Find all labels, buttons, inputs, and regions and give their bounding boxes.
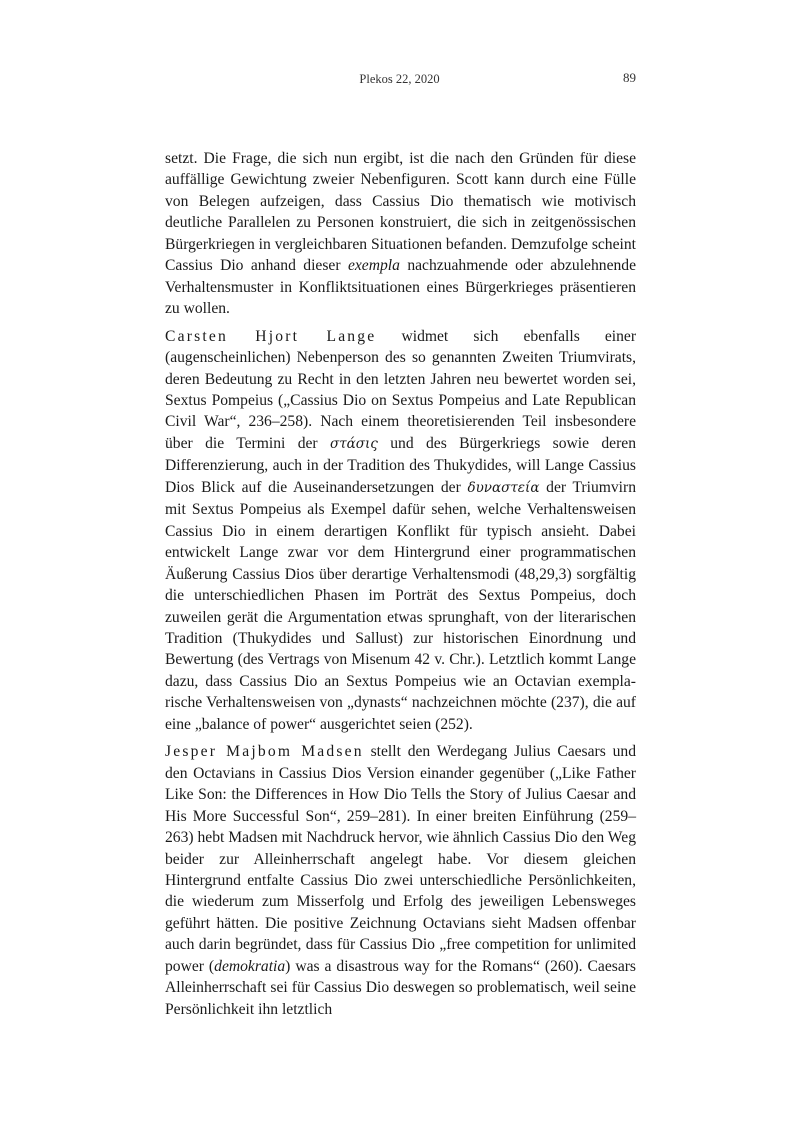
paragraph-madsen-review xyxy=(165,741,636,1020)
paragraph-lange-review xyxy=(165,326,636,736)
running-title: Plekos 22, 2020 xyxy=(359,72,440,86)
text-segment: stellt den Werdegang Julius Caesars und den Octavians in Cassius Dios Version einander gegenüber („Like Father Like Son: the Differences in How Dio Tells the Story of Julius Caesar and His More Successful Son“, 259–281). In einer breiten Einführung (259–263) hebt Madsen mit Nachdruck hervor, wie ähnlich Cassius Dio den Weg beider zur Alleinherrschaft angelegt habe. Vor diesem gleichen Hintergrund entfalte Cassius Dio zwei unterschiedliche Persönlichkeiten, die wiederum zum Misserfolg und Erfolg des jeweiligen Lebensweges geführt hätten. Die positive Zeichnung Octavians sieht Madsen offenbar auch darin begründet, dass für Cassius Dio „free competition for unlimited power ( xyxy=(165,743,636,975)
author-name: Jesper Majbom Madsen xyxy=(165,743,364,761)
greek-term: στάσις xyxy=(329,435,378,452)
page-header xyxy=(0,72,799,92)
text-segment: nachzuahmende oder abzulehnende Verhaltensmuster in Konfliktsituationen eines Bürgerkrieges präsentieren zu wollen. xyxy=(165,257,637,318)
italic-term: exempla xyxy=(347,257,400,275)
body-text xyxy=(165,148,636,1026)
page-number: 89 xyxy=(623,70,636,85)
paragraph-scott-summary xyxy=(165,148,636,320)
author-name: Carsten Hjort Lange xyxy=(165,327,377,345)
italic-term: demokratia xyxy=(214,957,286,975)
greek-term: δυναστεία xyxy=(467,479,540,496)
text-segment: ) was a disastrous way for the Romans“ (260). Caesars Alleinherrschaft sei für Cassius Dio deswegen so problematisch, weil seine Persönlichkeit ihn letztlich xyxy=(165,957,637,1018)
text-segment: setzt. Die Frage, die sich nun ergibt, ist die nach den Gründen für diese auffällige Gewichtung zweier Nebenfiguren. Scott kann durch eine Fülle von Belegen aufzeigen, dass Cassius Dio thematisch wie motivisch deutliche Parallelen zu Personen konstruiert, die sich in zeitgenössischen Bürgerkriegen in vergleichbaren Situationen befanden. Demzufolge scheint Cassius Dio anhand dieser xyxy=(165,150,636,275)
text-segment: widmet sich ebenfalls einer (augenscheinlichen) Nebenperson des so genannten Zweiten Triumvirats, deren Bedeutung zu Recht in den letzten Jahren neu bewertet worden sei, Sextus Pompeius („Cassius Dio on Sextus Pompeius and Late Republican Civil War“, 236–258). Nach einem theoretisierenden Teil insbesondere über die Termini der xyxy=(165,327,637,452)
text-segment: der Triumvirn mit Sextus Pompeius als Exempel dafür sehen, welche Verhaltensweisen Cassius Dio in einem derartigen Konflikt für typisch ansieht. Dabei entwickelt Lange zwar vor dem Hintergrund einer programmatischen Äußerung Cassius Dios über derartige Verhaltensmodi (48,29,3) sorgfältig die unterschiedlichen Phasen im Porträt des Sextus Pompeius, doch zuweilen gerät die Argumentation etwas sprunghaft, von der literarischen Tradition (Thukydides und Sallust) zur historischen Einordnung und Bewertung (des Vertrags von Misenum 42 v. Chr.). Letztlich kommt Lange dazu, dass Cassius Dio an Sextus Pompeius wie an Octavian exemplarische Verhaltensweisen von „dynasts“ nachzeichnen möchte (237), die auf eine „balance of power“ ausgerichtet seien (252). xyxy=(165,478,636,733)
text-segment: und des Bürgerkriegs sowie deren Differenzierung, auch in der Tradition des Thukydides, will Lange Cassius Dios Blick auf die Auseinandersetzungen der xyxy=(165,434,636,496)
